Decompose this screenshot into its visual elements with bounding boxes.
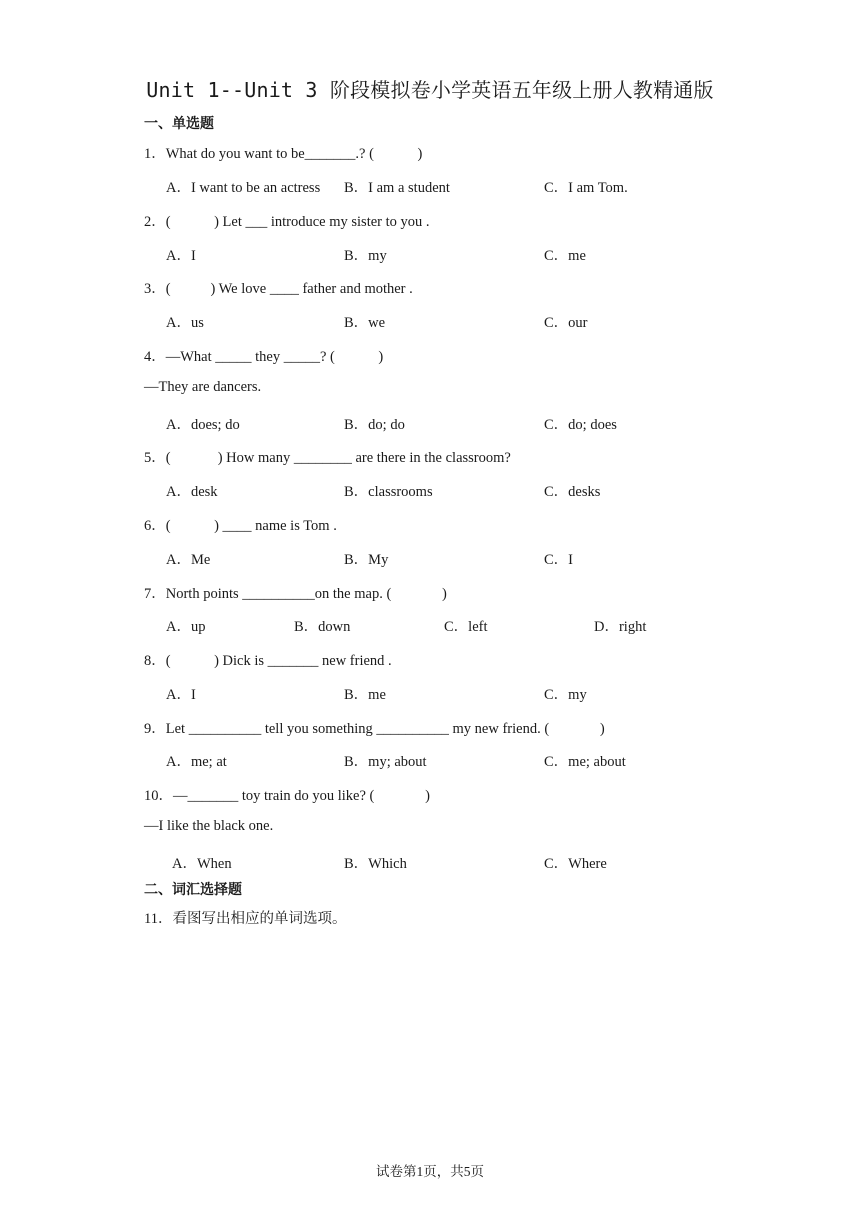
- question-8-stem: 8．( ) Dick is _______ new friend .: [144, 653, 392, 669]
- question-1-option-a: A．I want to be an actress: [166, 180, 321, 196]
- question-4-option-c: C．do; does: [544, 417, 617, 433]
- question-1-option-b: B．I am a student: [344, 180, 450, 196]
- question-8-option-a: A．I: [166, 687, 196, 703]
- question-7-option-a: A．up: [166, 619, 206, 635]
- question-1-stem: 1．What do you want to be_______.? ( ): [144, 146, 423, 162]
- question-4-option-b: B．do; do: [344, 417, 405, 433]
- question-6-option-c: C．I: [544, 552, 573, 568]
- question-8-option-b: B．me: [344, 687, 386, 703]
- question-2-option-b: B．my: [344, 248, 387, 264]
- question-5-stem: 5．( ) How many ________ are there in the classroom?: [144, 450, 511, 466]
- question-10-option-c: C．Where: [544, 856, 607, 872]
- question-7-option-c: C．left: [444, 619, 488, 635]
- question-2-option-a: A．I: [166, 248, 196, 264]
- question-10-option-a: A．When: [172, 856, 232, 872]
- question-10-stem: 10．—_______ toy train do you like? ( ): [144, 788, 430, 804]
- question-9-option-a: A．me; at: [166, 754, 227, 770]
- question-7-option-b: B．down: [294, 619, 351, 635]
- question-5-option-a: A．desk: [166, 484, 218, 500]
- question-10-option-b: B．Which: [344, 856, 407, 872]
- question-4-answer-line: —They are dancers.: [144, 379, 262, 395]
- question-2-option-c: C．me: [544, 248, 586, 264]
- page-title: Unit 1--Unit 3 阶段模拟卷小学英语五年级上册人教精通版: [146, 78, 714, 102]
- question-10-answer-line: —I like the black one.: [144, 818, 274, 834]
- page-footer: 试卷第1页，共5页: [376, 1164, 484, 1179]
- question-5-option-c: C．desks: [544, 484, 601, 500]
- question-3-option-a: A．us: [166, 315, 204, 331]
- question-3-option-b: B．we: [344, 315, 386, 331]
- question-1-option-c: C．I am Tom.: [544, 180, 628, 196]
- question-9-stem: 9．Let __________ tell you something __________ my new friend. ( ): [144, 721, 605, 737]
- question-4-option-a: A．does; do: [166, 417, 240, 433]
- question-7-stem: 7．North points __________on the map. ( ): [144, 586, 447, 602]
- question-7-option-d: D．right: [594, 619, 647, 635]
- question-6-option-a: A．Me: [166, 552, 211, 568]
- section-heading-vocabulary: 二、词汇选择题: [144, 882, 242, 898]
- question-2-stem: 2．( ) Let ___ introduce my sister to you .: [144, 214, 430, 230]
- question-9-option-c: C．me; about: [544, 754, 626, 770]
- question-4-stem: 4．—What _____ they _____? ( ): [144, 349, 384, 365]
- section-heading-single-choice: 一、单选题: [144, 116, 214, 132]
- question-11-stem: 11．看图写出相应的单词选项。: [144, 911, 347, 927]
- question-3-option-c: C．our: [544, 315, 588, 331]
- question-6-option-b: B．My: [344, 552, 389, 568]
- question-5-option-b: B．classrooms: [344, 484, 433, 500]
- question-9-option-b: B．my; about: [344, 754, 427, 770]
- question-6-stem: 6．( ) ____ name is Tom .: [144, 518, 337, 534]
- question-3-stem: 3．( ) We love ____ father and mother .: [144, 281, 413, 297]
- question-8-option-c: C．my: [544, 687, 587, 703]
